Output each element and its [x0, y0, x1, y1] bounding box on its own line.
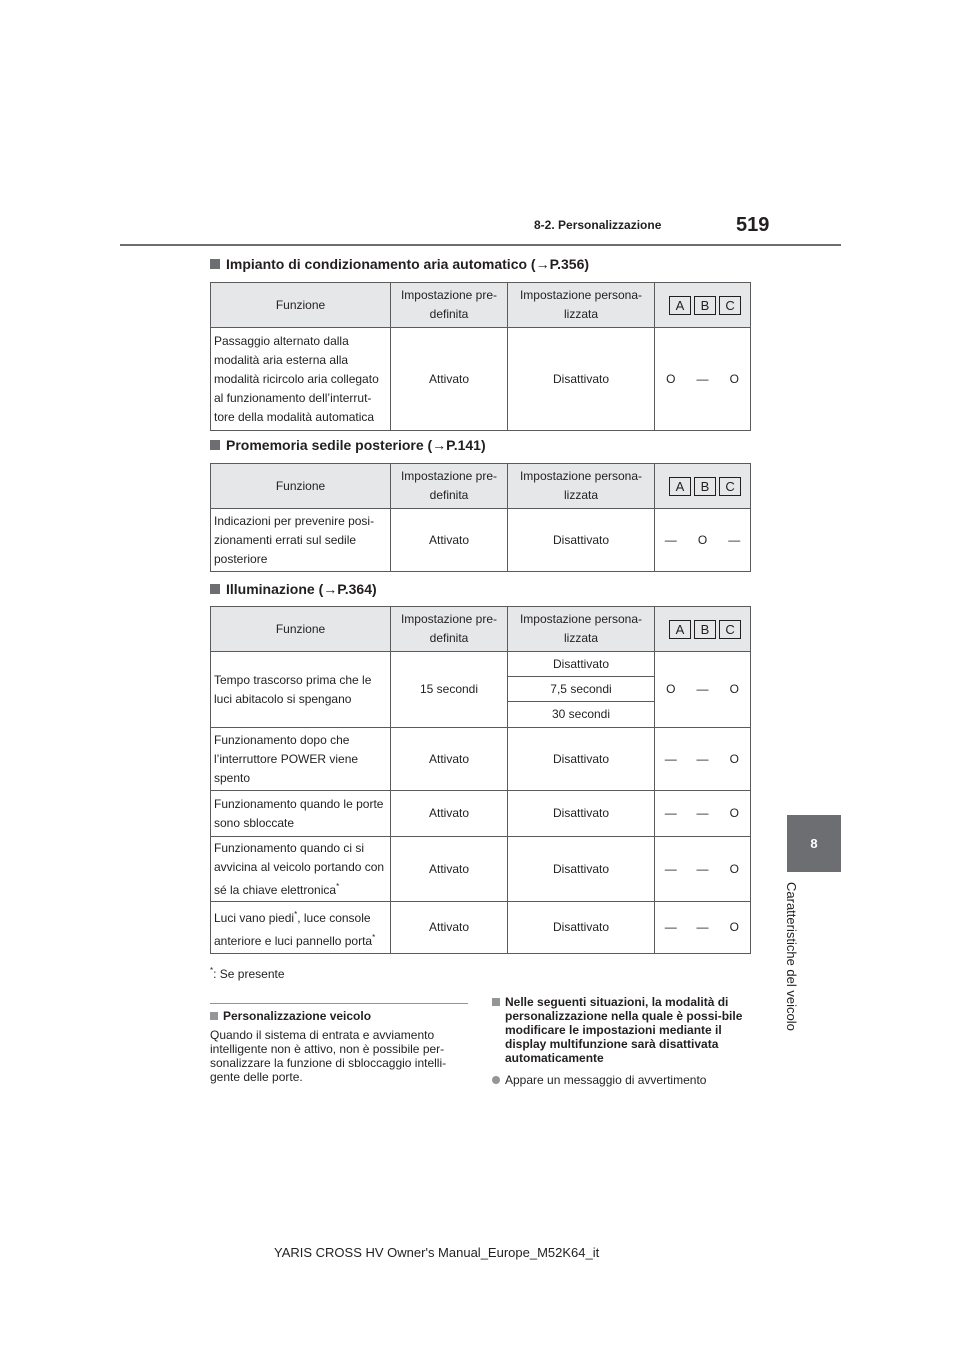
header-default: Impostazione pre- definita [391, 283, 508, 328]
notes-divider [210, 1003, 468, 1004]
square-bullet-icon [210, 1012, 218, 1020]
table-rear-seat [210, 463, 751, 572]
cell-custom: Disattivato [508, 791, 655, 837]
table-row [211, 902, 751, 954]
cell-a: — [655, 728, 687, 791]
cell-a: O [655, 652, 687, 728]
table-row [211, 328, 751, 431]
cell-custom-option: 30 secondi [508, 702, 655, 728]
label-a: A [669, 620, 691, 639]
section-title-lighting: Illuminazione (→P.364) [210, 581, 377, 597]
footnote: *: Se presente [210, 966, 285, 981]
cell-default: Attivato [391, 328, 508, 431]
cell-b: — [687, 902, 719, 954]
cell-custom: Disattivato [508, 509, 655, 572]
label-c: C [719, 477, 741, 496]
cell-custom: Disattivato [508, 328, 655, 431]
chapter-tab-number: 8 [787, 815, 841, 872]
cell-b: O [687, 509, 719, 572]
table-row [211, 837, 751, 902]
note-left-title: Personalizzazione veicolo [210, 1009, 466, 1023]
cell-function: Funzionamento quando ci si avvicina al veicolo portando con sé la chiave elettronica* [211, 837, 391, 902]
header-default: Impostazione pre- definita [391, 464, 508, 509]
square-bullet-icon [210, 259, 220, 269]
table-row [211, 791, 751, 837]
cell-a: — [655, 509, 687, 572]
cell-default: Attivato [391, 509, 508, 572]
cell-b: — [687, 791, 719, 837]
cell-default: Attivato [391, 791, 508, 837]
table-header-row [211, 607, 751, 652]
label-b: B [694, 620, 716, 639]
header-funzione: Funzione [211, 464, 391, 509]
cell-c: O [719, 652, 751, 728]
cell-default: 15 secondi [391, 652, 508, 728]
header-abc [655, 607, 751, 652]
cell-function: Funzionamento quando le porte sono sbloccate [211, 791, 391, 837]
table-row [211, 728, 751, 791]
header-funzione: Funzione [211, 283, 391, 328]
cell-a: — [655, 791, 687, 837]
label-c: C [719, 620, 741, 639]
cell-b: — [687, 728, 719, 791]
square-bullet-icon [210, 584, 220, 594]
header-custom: Impostazione persona- lizzata [508, 607, 655, 652]
note-right-title: Nelle seguenti situazioni, la modalità di personalizzazione nella quale è possi-bile modificare le impostazioni mediante il display multifunzione sarà disattivata automaticamente [492, 995, 750, 1065]
table-row [211, 652, 751, 677]
table-row [211, 509, 751, 572]
cell-a: — [655, 902, 687, 954]
cell-a: O [655, 328, 687, 431]
table-header-row [211, 283, 751, 328]
cell-c: O [719, 328, 751, 431]
cell-custom-option: 7,5 secondi [508, 677, 655, 702]
cell-c: — [719, 509, 751, 572]
header-custom: Impostazione persona- lizzata [508, 283, 655, 328]
label-b: B [694, 296, 716, 315]
header-abc [655, 283, 751, 328]
chapter-tab-label: Caratteristiche del veicolo [784, 882, 799, 1031]
cell-function: Funzionamento dopo che l’interruttore POWER viene spento [211, 728, 391, 791]
cell-a: — [655, 837, 687, 902]
cell-function: Passaggio alternato dalla modalità aria esterna alla modalità ricircolo aria collegato al funzionamento dell’interrut-tore della modalità automatica [211, 328, 391, 431]
section-header: 8-2. Personalizzazione [534, 218, 662, 232]
cell-default: Attivato [391, 902, 508, 954]
cell-custom: Disattivato [508, 902, 655, 954]
cell-function: Tempo trascorso prima che le luci abitacolo si spengano [211, 652, 391, 728]
table-climate [210, 282, 751, 431]
cell-c: O [719, 728, 751, 791]
table-header-row [211, 464, 751, 509]
cell-c: O [719, 791, 751, 837]
header-abc [655, 464, 751, 509]
cell-default: Attivato [391, 837, 508, 902]
cell-b: — [687, 837, 719, 902]
note-right-bullet: Appare un messaggio di avvertimento [492, 1073, 750, 1087]
label-a: A [669, 477, 691, 496]
square-bullet-icon [492, 998, 500, 1006]
note-left [210, 1009, 466, 1084]
cell-function: Luci vano piedi*, luce console anteriore e luci pannello porta* [211, 902, 391, 954]
cell-default: Attivato [391, 728, 508, 791]
cell-c: O [719, 902, 751, 954]
header-default: Impostazione pre- definita [391, 607, 508, 652]
cell-b: — [687, 652, 719, 728]
round-bullet-icon [492, 1076, 500, 1084]
cell-c: O [719, 837, 751, 902]
note-right [492, 995, 750, 1087]
square-bullet-icon [210, 440, 220, 450]
note-left-text: Quando il sistema di entrata e avviamento intelligente non è attivo, non è possibile per-sonalizzare la funzione di sbloccaggio intelli-gente delle porte. [210, 1028, 447, 1084]
label-c: C [719, 296, 741, 315]
cell-b: — [687, 328, 719, 431]
cell-custom: Disattivato [508, 837, 655, 902]
header-divider [120, 244, 841, 246]
cell-custom: Disattivato [508, 728, 655, 791]
section-title-climate: Impianto di condizionamento aria automatico (→P.356) [210, 256, 589, 272]
label-b: B [694, 477, 716, 496]
label-a: A [669, 296, 691, 315]
page-number: 519 [736, 214, 770, 236]
section-title-rear-seat: Promemoria sedile posteriore (→P.141) [210, 437, 486, 453]
footer-manual-id: YARIS CROSS HV Owner's Manual_Europe_M52K64_it [274, 1245, 600, 1260]
cell-custom-option: Disattivato [508, 652, 655, 677]
table-lighting [210, 606, 751, 954]
header-custom: Impostazione persona- lizzata [508, 464, 655, 509]
cell-function: Indicazioni per prevenire posi-zionamenti errati sul sedile posteriore [211, 509, 391, 572]
header-funzione: Funzione [211, 607, 391, 652]
